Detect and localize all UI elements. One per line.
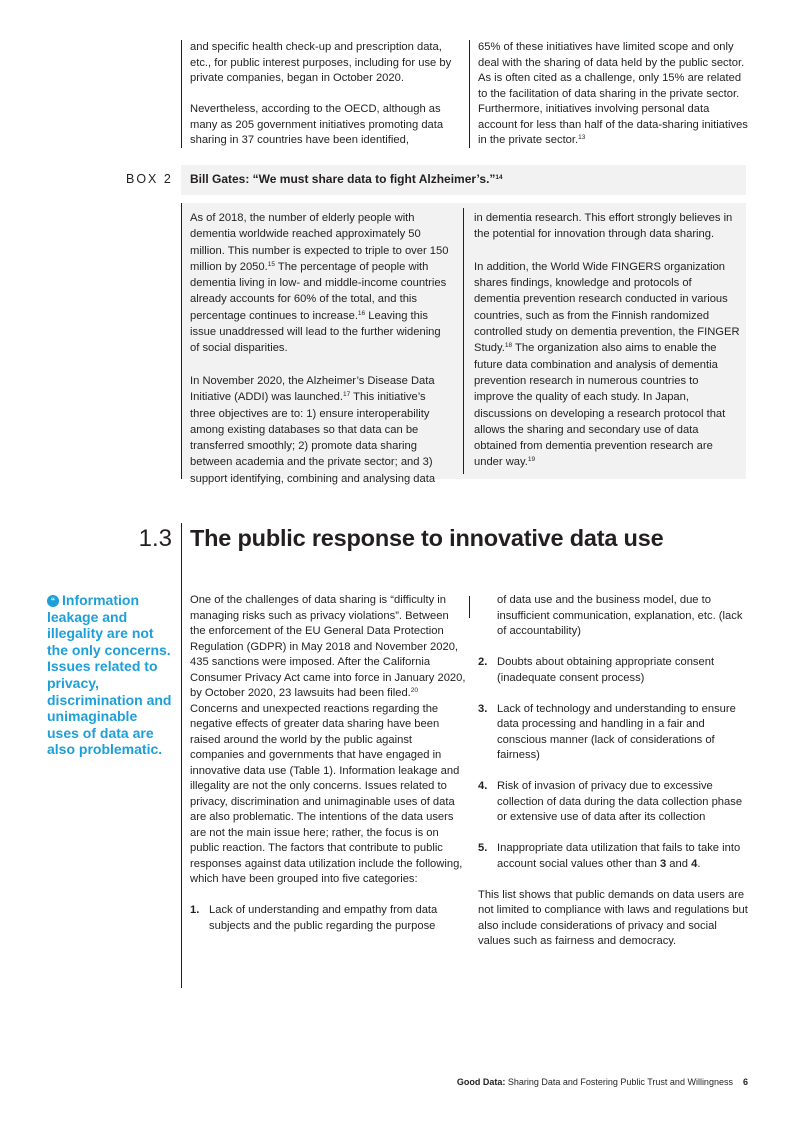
main-right-column xyxy=(478,593,750,950)
footnote-ref: 19 xyxy=(527,456,536,464)
box-label: BOX 2 xyxy=(126,172,173,186)
quote-icon: “ xyxy=(47,595,59,607)
list-item: 2. Doubts about obtaining appropriate consent (inadequate consent process) xyxy=(478,656,715,684)
main-middle-rule xyxy=(469,596,470,618)
box-left-paragraph-2: In November 2020, the Alzheimer’s Disease Data Initiative (ADDI) was launched.$^{17}$ This initiative’s three objectives are to: 1) ensure interoperability among existing databases so that data can be transferred smoothly; 2) promote data sharing between academia and the private sector; and 3) support identifying, combining and analysing data xyxy=(190,374,436,485)
list-item: 1. Lack of understanding and empathy from data subjects and the public regarding the purpose xyxy=(190,904,438,932)
box-title: Bill Gates: “We must share data to fight Alzheimer’s.”$^{14}$ xyxy=(190,172,503,186)
top-right-paragraph-1: 65% of these initiatives have limited scope and only deal with the sharing of data held by the public sector. As is often cited as a challenge, only 15% are related to the facilitation of data sharing in the private sector. Furthermore, initiatives involving personal data account for less than half of the data-sharing initiatives in the private sector.$^{13}$ xyxy=(478,41,748,146)
box-right-paragraph-1: in dementia research. This effort strongly believes in the potential for innovation through data sharing. xyxy=(474,212,733,241)
section-title: The public response to innovative data use xyxy=(190,525,664,551)
top-left-rule xyxy=(181,40,182,148)
factor-list-start xyxy=(190,903,466,934)
factor-list-continued xyxy=(478,593,750,872)
box-right-paragraph-2: In addition, the World Wide FINGERS organization shares findings, knowledge and protocols of dementia prevention research conducted in various countries, such as from the Finnish randomized controlled study on dementia prevention, the FINGER Study.$^{18}$ The organization also aims to enable the future data combination and analysis of dementia prevention research in numerous countries to improve the quality of each study. In Japan, discussions on developing a research protocol that allows the sharing and secondary use of data obtained from dementia prevention research are under way.$^{19}$ xyxy=(474,260,740,469)
footnote-ref: 20 xyxy=(410,687,419,694)
top-middle-rule xyxy=(469,40,470,148)
section-rule xyxy=(181,523,182,988)
box-right-column xyxy=(474,210,740,471)
section-number: 1.3 xyxy=(138,525,172,552)
box-left-rule xyxy=(181,203,182,479)
top-right-column xyxy=(478,40,748,149)
list-item: 5. Inappropriate data utilization that fails to take into account social values other than 3 and 4. xyxy=(478,842,741,870)
list-item: 3. Lack of technology and understanding to ensure data processing and handling in a fair and conscious manner (lack of considerations of fairness) xyxy=(478,702,736,761)
report-title: Sharing Data and Fostering Public Trust and Willingness xyxy=(505,1077,733,1087)
footnote-ref: 18 xyxy=(504,342,513,350)
footnote-ref: 15 xyxy=(267,260,275,268)
report-title-bold: Good Data: xyxy=(456,1077,506,1087)
list-item-continuation: of data use and the business model, due to insufficient communication, explanation, etc. (lack of accountability) xyxy=(497,594,743,637)
footnote-ref: 14 xyxy=(495,174,503,181)
pull-quote xyxy=(47,592,172,758)
footnote-ref: 16 xyxy=(357,309,366,317)
box-middle-rule xyxy=(463,208,464,474)
list-item: 4. Risk of invasion of privacy due to excessive collection of data during the data collection phase or extensive use of data after its collection xyxy=(478,780,743,823)
page-number: 6 xyxy=(742,1077,748,1087)
footnote-ref: 17 xyxy=(342,391,351,399)
main-left-paragraph: One of the challenges of data sharing is “difficulty in managing risks such as privacy violations”. Between the enforcement of the EU General Data Protection Regulation (GDPR) in May 2018 and November 2020, 435 sanctions were imposed. After the California Consumer Privacy Act came into force in January 2020, by October 2020, 23 lawsuits had been filed.$^{20}$ Concerns and unexpected reactions regarding the negative effects of greater data sharing have been raised around the world by the public against companies and governments that have engaged in innovative data use (Table 1). Information leakage and illegality are not the only concerns. Issues related to privacy, discrimination and unimaginable uses of data are also problematic. The intentions of the data users are not the main issue here; rather, the focus is on public reaction. The factors that contribute to public responses against data utilization include the following, which have been grouped into five categories: xyxy=(190,594,466,885)
top-left-paragraph-1: and specific health check-up and prescription data, etc., for public interest purposes, including for use by private companies, began in October 2020. xyxy=(190,41,452,84)
main-left-column xyxy=(190,593,466,934)
footer xyxy=(380,1077,748,1087)
footnote-ref: 13 xyxy=(578,134,586,141)
pull-quote-text: Information leakage and illegality are not the only concerns. Issues related to privacy, discrimination and unimaginable uses of data are also problematic. xyxy=(47,592,172,758)
top-left-paragraph-2: Nevertheless, according to the OECD, although as many as 205 government initiatives promoting data sharing in 37 countries have been identified, xyxy=(190,103,444,146)
box-left-paragraph-1: As of 2018, the number of elderly people with dementia worldwide reached approximately 50 million. This number is expected to triple to over 150 million by 2050.15 The percentage of people with dementia living in low- and middle-income countries already accounts for 60% of the total, and this percentage continues to increase.$^{16}$ Leaving this issue unaddressed will lead to the further widening of social disparities. xyxy=(190,212,449,355)
closing-paragraph: This list shows that public demands on data users are not limited to compliance with laws and regulations but also include considerations of privacy and social values such as fairness and democracy. xyxy=(478,888,748,947)
box-left-column xyxy=(190,210,452,487)
top-left-column xyxy=(190,40,462,149)
